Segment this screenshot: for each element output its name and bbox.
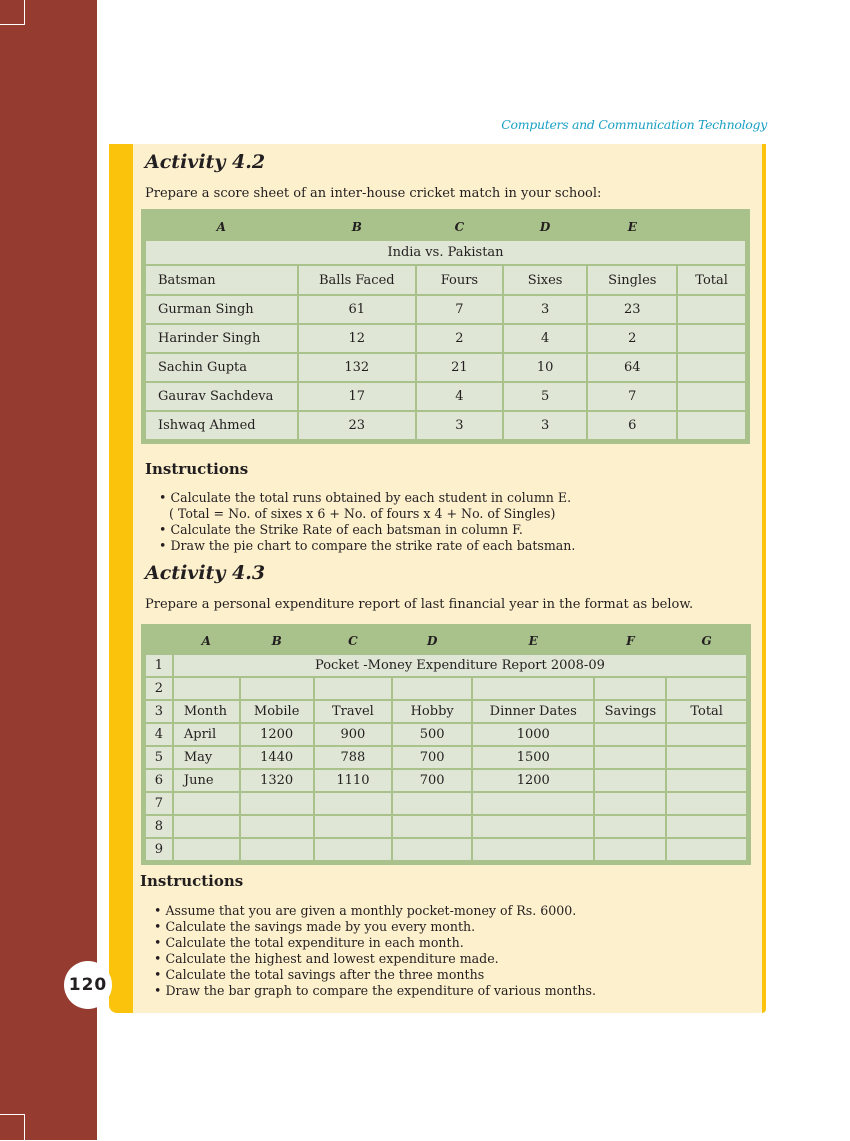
table-row: [145, 746, 747, 769]
table-cell: June: [173, 769, 240, 792]
table-cell: [173, 815, 240, 838]
table-cell: Gurman Singh: [145, 295, 298, 324]
table-title: India vs. Pakistan: [145, 240, 746, 265]
column-header: Hobby: [392, 700, 472, 723]
table-row: [145, 324, 746, 353]
list-item: • Assume that you are given a monthly pocket-money of Rs. 6000.: [154, 903, 596, 919]
table-row: [145, 815, 747, 838]
column-header: Fours: [416, 265, 503, 295]
list-item: • Calculate the total savings after the three months: [154, 967, 596, 983]
list-item: • Draw the pie chart to compare the strike rate of each batsman.: [159, 538, 575, 554]
table-cell: [472, 838, 594, 861]
instructions-heading-2: Instructions: [140, 872, 244, 890]
table-cell: [314, 815, 393, 838]
crop-mark-bottom: [0, 1114, 25, 1141]
table-cell: [666, 769, 747, 792]
instructions-list-2: [154, 903, 596, 999]
column-header: Dinner Dates: [472, 700, 594, 723]
expenditure-table: [144, 627, 748, 862]
instructions-list-1: [159, 490, 575, 554]
table-cell: Sachin Gupta: [145, 353, 298, 382]
table-cell: [173, 677, 240, 700]
column-header: Month: [173, 700, 240, 723]
table-cell: [314, 677, 393, 700]
table-cell: 4: [503, 324, 588, 353]
table-cell: 21: [416, 353, 503, 382]
table-cell: [392, 792, 472, 815]
table-cell: [240, 677, 314, 700]
table-cell: [666, 838, 747, 861]
table-row: [145, 411, 746, 440]
list-item: • Calculate the total runs obtained by each student in column E.: [159, 490, 575, 506]
panel-stripe: [109, 144, 133, 1013]
column-header: Batsman: [145, 265, 298, 295]
table-cell: [392, 677, 472, 700]
table-row: [145, 792, 747, 815]
column-header: Balls Faced: [298, 265, 417, 295]
table-cell: May: [173, 746, 240, 769]
table-cell: 1200: [240, 723, 314, 746]
row-number: 5: [145, 746, 173, 769]
row-number: 3: [145, 700, 173, 723]
table-cell: [472, 677, 594, 700]
table-cell: [677, 382, 746, 411]
column-letter: D: [503, 213, 588, 240]
list-item: • Calculate the savings made by you every month.: [154, 919, 596, 935]
column-header: Total: [666, 700, 747, 723]
column-letter-row: [145, 213, 746, 240]
table-cell: 7: [416, 295, 503, 324]
table-cell: [677, 353, 746, 382]
table-row: [145, 723, 747, 746]
list-item: ( Total = No. of sixes x 6 + No. of fours x 4 + No. of Singles): [169, 506, 556, 521]
table-cell: [472, 792, 594, 815]
table-cell: 5: [503, 382, 588, 411]
column-header: Sixes: [503, 265, 588, 295]
table-cell: Ishwaq Ahmed: [145, 411, 298, 440]
table-cell: [594, 746, 666, 769]
column-letter: D: [392, 628, 472, 654]
table-cell: [240, 792, 314, 815]
table-cell: [677, 324, 746, 353]
column-letter: B: [240, 628, 314, 654]
table-cell: 1200: [472, 769, 594, 792]
table-row: [145, 769, 747, 792]
column-letter: [145, 628, 173, 654]
column-letter: A: [145, 213, 298, 240]
table-cell: [594, 677, 666, 700]
table-cell: Gaurav Sachdeva: [145, 382, 298, 411]
table-cell: 700: [392, 769, 472, 792]
table-cell: [666, 792, 747, 815]
table-cell: [392, 815, 472, 838]
table-cell: 500: [392, 723, 472, 746]
table-cell: 2: [587, 324, 677, 353]
list-item: • Calculate the total expenditure in each month.: [154, 935, 596, 951]
table-cell: [594, 792, 666, 815]
table-cell: Harinder Singh: [145, 324, 298, 353]
list-item: • Draw the bar graph to compare the expenditure of various months.: [154, 983, 596, 999]
table-row: [145, 654, 747, 677]
table-row: [145, 838, 747, 861]
table-cell: 3: [503, 295, 588, 324]
score-sheet-table: [144, 212, 747, 441]
column-header: Savings: [594, 700, 666, 723]
table-cell: [314, 792, 393, 815]
expenditure-table-frame: [141, 624, 751, 865]
table-row: [145, 382, 746, 411]
table-cell: 4: [416, 382, 503, 411]
score-sheet-table-frame: [141, 209, 750, 444]
table-cell: April: [173, 723, 240, 746]
table-cell: 12: [298, 324, 417, 353]
header-row: [145, 265, 746, 295]
table-cell: [472, 815, 594, 838]
column-letter-row: [145, 628, 747, 654]
table-cell: [666, 677, 747, 700]
column-letter: C: [416, 213, 503, 240]
instructions-heading-1: Instructions: [145, 460, 249, 478]
table-cell: 10: [503, 353, 588, 382]
table-cell: 17: [298, 382, 417, 411]
table-title-row: [145, 240, 746, 265]
table-cell: [314, 838, 393, 861]
table-cell: 23: [587, 295, 677, 324]
column-header: Mobile: [240, 700, 314, 723]
table-cell: 1320: [240, 769, 314, 792]
table-cell: [240, 838, 314, 861]
table-cell: [594, 769, 666, 792]
column-letter: [677, 213, 746, 240]
table-cell: [666, 723, 747, 746]
activity-4-2-title: Activity 4.2: [145, 151, 266, 173]
table-row: [145, 677, 747, 700]
column-letter: B: [298, 213, 417, 240]
table-cell: [173, 838, 240, 861]
table-cell: [392, 838, 472, 861]
list-item: • Calculate the Strike Rate of each batsman in column F.: [159, 522, 575, 538]
table-cell: [666, 815, 747, 838]
activity-4-3-prompt: Prepare a personal expenditure report of last financial year in the format as below.: [145, 597, 694, 612]
table-cell: 1440: [240, 746, 314, 769]
page-number: 120: [64, 961, 112, 1009]
column-letter: E: [472, 628, 594, 654]
table-cell: [594, 815, 666, 838]
table-cell: 788: [314, 746, 393, 769]
row-number: 8: [145, 815, 173, 838]
table-cell: [666, 746, 747, 769]
table-cell: 1500: [472, 746, 594, 769]
table-cell: 1110: [314, 769, 393, 792]
table-cell: 700: [392, 746, 472, 769]
row-number: 1: [145, 654, 173, 677]
column-letter: F: [594, 628, 666, 654]
table-cell: [594, 838, 666, 861]
table-cell: [677, 411, 746, 440]
column-letter: G: [666, 628, 747, 654]
table-cell: 3: [416, 411, 503, 440]
table-cell: [240, 815, 314, 838]
column-letter: C: [314, 628, 393, 654]
row-number: 6: [145, 769, 173, 792]
table-title: Pocket -Money Expenditure Report 2008-09: [173, 654, 747, 677]
column-header: Singles: [587, 265, 677, 295]
table-cell: 3: [503, 411, 588, 440]
column-header: Travel: [314, 700, 393, 723]
table-row: [145, 700, 747, 723]
table-row: [145, 295, 746, 324]
table-cell: [677, 295, 746, 324]
row-number: 9: [145, 838, 173, 861]
table-cell: 64: [587, 353, 677, 382]
column-letter: E: [587, 213, 677, 240]
table-cell: 6: [587, 411, 677, 440]
table-cell: 61: [298, 295, 417, 324]
table-cell: 2: [416, 324, 503, 353]
row-number: 4: [145, 723, 173, 746]
activity-4-3-title: Activity 4.3: [145, 562, 266, 584]
list-item: • Calculate the highest and lowest expenditure made.: [154, 951, 596, 967]
table-cell: 7: [587, 382, 677, 411]
table-cell: 900: [314, 723, 393, 746]
row-number: 7: [145, 792, 173, 815]
activity-4-2-prompt: Prepare a score sheet of an inter-house cricket match in your school:: [145, 186, 602, 201]
table-cell: 23: [298, 411, 417, 440]
column-letter: A: [173, 628, 240, 654]
table-cell: 1000: [472, 723, 594, 746]
column-header: Total: [677, 265, 746, 295]
running-head: Computers and Communication Technology: [501, 117, 767, 132]
table-row: [145, 353, 746, 382]
crop-mark-top: [0, 0, 25, 25]
table-cell: [173, 792, 240, 815]
row-number: 2: [145, 677, 173, 700]
table-cell: 132: [298, 353, 417, 382]
panel-edge: [762, 144, 766, 1013]
table-cell: [594, 723, 666, 746]
